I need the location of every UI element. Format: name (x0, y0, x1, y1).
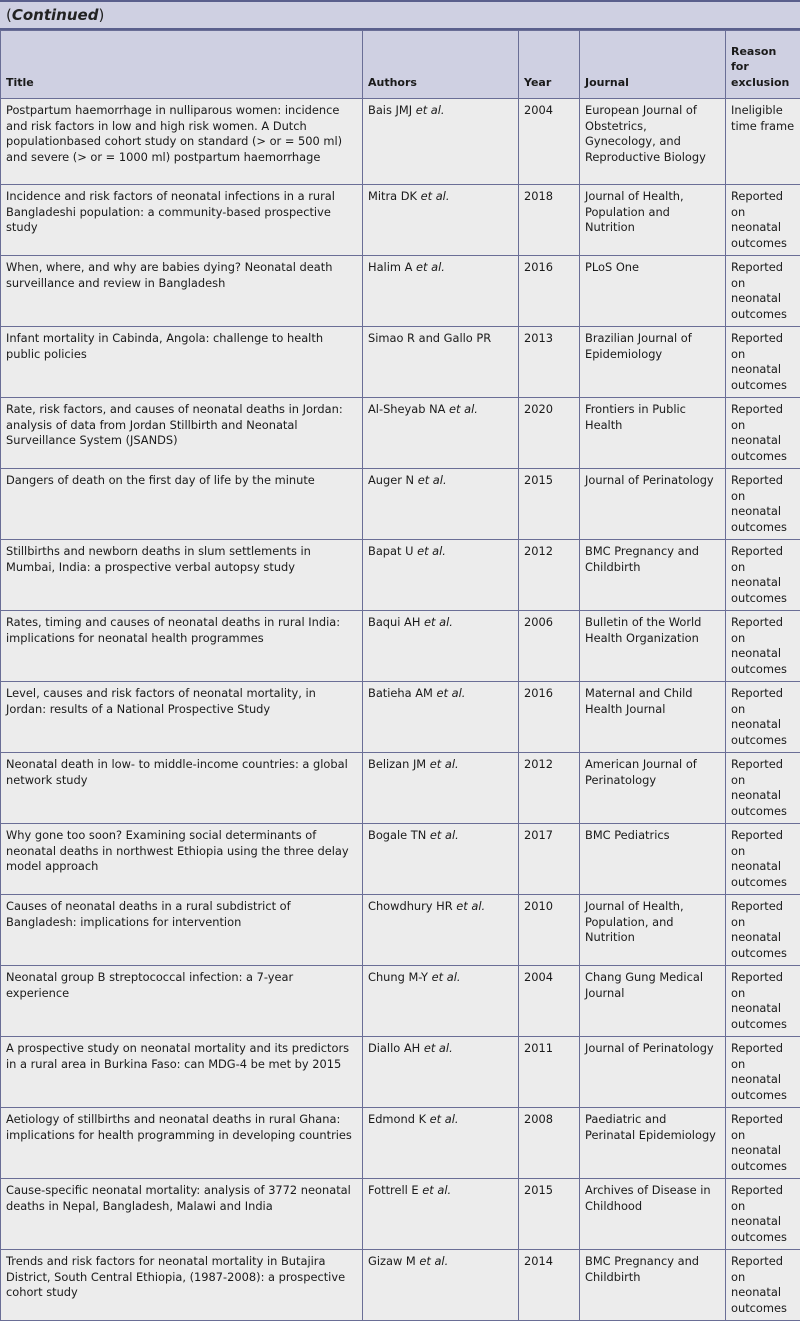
author-name: Bogale TN (368, 828, 426, 842)
cell-year: 2004 (519, 966, 580, 1037)
cell-year: 2016 (519, 682, 580, 753)
cell-title: Neonatal death in low- to middle-income countries: a global network study (1, 753, 363, 824)
cell-authors (363, 1250, 519, 1321)
cell-reason: Reported on neonatal outcomes (726, 540, 800, 611)
author-name: Al-Sheyab NA (368, 402, 445, 416)
et-al: et al. (424, 1041, 453, 1055)
cell-title: Trends and risk factors for neonatal mortality in Butajira District, South Central Ethiopia, (1987-2008): a prospective cohort study (1, 1250, 363, 1321)
author-name: Halim A (368, 260, 412, 274)
table-row (1, 824, 800, 895)
cell-journal: PLoS One (580, 256, 726, 327)
cell-year: 2004 (519, 99, 580, 185)
cell-journal: Archives of Disease in Childhood (580, 1179, 726, 1250)
cell-reason: Reported on neonatal outcomes (726, 256, 800, 327)
table-row (1, 895, 800, 966)
et-al: et al. (432, 970, 461, 984)
author-name: Baqui AH (368, 615, 420, 629)
table-row (1, 1179, 800, 1250)
cell-reason: Reported on neonatal outcomes (726, 1179, 800, 1250)
cell-title: Aetiology of stillbirths and neonatal deaths in rural Ghana: implications for health programming in developing countries (1, 1108, 363, 1179)
cell-year: 2010 (519, 895, 580, 966)
author-name: Auger N (368, 473, 414, 487)
cell-journal: Journal of Health, Population, and Nutrition (580, 895, 726, 966)
excluded-studies-table (0, 30, 800, 1321)
cell-journal: Paediatric and Perinatal Epidemiology (580, 1108, 726, 1179)
cell-year: 2014 (519, 1250, 580, 1321)
table-row (1, 1108, 800, 1179)
cell-title: Infant mortality in Cabinda, Angola: challenge to health public policies (1, 327, 363, 398)
author-name: Bais JMJ (368, 103, 412, 117)
cell-title: Level, causes and risk factors of neonatal mortality, in Jordan: results of a National Prospective Study (1, 682, 363, 753)
cell-title: Dangers of death on the first day of life by the minute (1, 469, 363, 540)
cell-reason: Reported on neonatal outcomes (726, 1250, 800, 1321)
et-al: et al. (456, 899, 485, 913)
table-row (1, 398, 800, 469)
cell-journal: Journal of Perinatology (580, 1037, 726, 1108)
continued-banner: (Continued) (0, 0, 800, 30)
cell-authors (363, 1179, 519, 1250)
cell-year: 2008 (519, 1108, 580, 1179)
cell-year: 2017 (519, 824, 580, 895)
cell-reason: Reported on neonatal outcomes (726, 327, 800, 398)
author-name: Batieha AM (368, 686, 433, 700)
cell-reason: Reported on neonatal outcomes (726, 682, 800, 753)
table-header-row (1, 31, 800, 99)
et-al: et al. (419, 1254, 448, 1268)
table-body (1, 99, 800, 1321)
author-name: Belizan JM (368, 757, 426, 771)
cell-journal: American Journal of Perinatology (580, 753, 726, 824)
cell-authors (363, 256, 519, 327)
table-row (1, 540, 800, 611)
author-name: Simao R and Gallo PR (368, 331, 491, 345)
cell-year: 2015 (519, 1179, 580, 1250)
cell-reason: Reported on neonatal outcomes (726, 966, 800, 1037)
cell-reason: Reported on neonatal outcomes (726, 469, 800, 540)
header-year: Year (519, 31, 580, 99)
cell-title: A prospective study on neonatal mortality and its predictors in a rural area in Burkina Faso: can MDG-4 be met by 2015 (1, 1037, 363, 1108)
table-row (1, 1037, 800, 1108)
author-name: Diallo AH (368, 1041, 420, 1055)
cell-authors (363, 682, 519, 753)
cell-year: 2018 (519, 185, 580, 256)
header-journal: Journal (580, 31, 726, 99)
header-authors: Authors (363, 31, 519, 99)
cell-reason: Reported on neonatal outcomes (726, 753, 800, 824)
cell-journal: BMC Pregnancy and Childbirth (580, 1250, 726, 1321)
table-row (1, 185, 800, 256)
cell-journal: Bulletin of the World Health Organization (580, 611, 726, 682)
cell-reason: Reported on neonatal outcomes (726, 824, 800, 895)
cell-title: When, where, and why are babies dying? Neonatal death surveillance and review in Bangladesh (1, 256, 363, 327)
cell-title: Causes of neonatal deaths in a rural subdistrict of Bangladesh: implications for intervention (1, 895, 363, 966)
cell-title: Rates, timing and causes of neonatal deaths in rural India: implications for neonatal health programmes (1, 611, 363, 682)
table-row (1, 682, 800, 753)
header-title: Title (1, 31, 363, 99)
et-al: et al. (421, 189, 450, 203)
header-reason: Reason for exclusion (726, 31, 800, 99)
table-row (1, 966, 800, 1037)
author-name: Bapat U (368, 544, 413, 558)
cell-authors (363, 398, 519, 469)
et-al: et al. (430, 757, 459, 771)
author-name: Edmond K (368, 1112, 426, 1126)
author-name: Fottrell E (368, 1183, 419, 1197)
cell-authors (363, 611, 519, 682)
table-row (1, 256, 800, 327)
cell-year: 2006 (519, 611, 580, 682)
author-name: Chung M-Y (368, 970, 428, 984)
cell-journal: BMC Pediatrics (580, 824, 726, 895)
et-al: et al. (449, 402, 478, 416)
cell-title: Stillbirths and newborn deaths in slum settlements in Mumbai, India: a prospective verbal autopsy study (1, 540, 363, 611)
cell-journal: Chang Gung Medical Journal (580, 966, 726, 1037)
et-al: et al. (422, 1183, 451, 1197)
cell-authors (363, 753, 519, 824)
cell-year: 2016 (519, 256, 580, 327)
cell-journal: Journal of Perinatology (580, 469, 726, 540)
cell-reason: Ineligible time frame (726, 99, 800, 185)
table-row (1, 1250, 800, 1321)
cell-journal: Journal of Health, Population and Nutrition (580, 185, 726, 256)
cell-title: Rate, risk factors, and causes of neonatal deaths in Jordan: analysis of data from Jordan Stillbirth and Neonatal Surveillance System (JSANDS) (1, 398, 363, 469)
et-al: et al. (417, 544, 446, 558)
cell-title: Neonatal group B streptococcal infection: a 7-year experience (1, 966, 363, 1037)
cell-year: 2020 (519, 398, 580, 469)
author-name: Gizaw M (368, 1254, 416, 1268)
cell-year: 2015 (519, 469, 580, 540)
continued-label: Continued (12, 6, 99, 24)
cell-reason: Reported on neonatal outcomes (726, 1108, 800, 1179)
et-al: et al. (416, 260, 445, 274)
cell-journal: Maternal and Child Health Journal (580, 682, 726, 753)
cell-title: Postpartum haemorrhage in nulliparous women: incidence and risk factors in low and high risk women. A Dutch populationbased cohort study on standard (> or = 500 ml) and severe (> or = 1000 ml) postpartum haemorrhage (1, 99, 363, 185)
cell-year: 2013 (519, 327, 580, 398)
cell-reason: Reported on neonatal outcomes (726, 1037, 800, 1108)
et-al: et al. (430, 1112, 459, 1126)
cell-year: 2012 (519, 540, 580, 611)
cell-reason: Reported on neonatal outcomes (726, 895, 800, 966)
cell-authors (363, 966, 519, 1037)
et-al: et al. (424, 615, 453, 629)
cell-journal: Frontiers in Public Health (580, 398, 726, 469)
cell-authors (363, 185, 519, 256)
author-name: Chowdhury HR (368, 899, 453, 913)
cell-journal: BMC Pregnancy and Childbirth (580, 540, 726, 611)
cell-authors (363, 469, 519, 540)
cell-title: Incidence and risk factors of neonatal infections in a rural Bangladeshi population: a community-based prospective study (1, 185, 363, 256)
et-al: et al. (437, 686, 466, 700)
cell-authors (363, 1108, 519, 1179)
et-al: et al. (430, 828, 459, 842)
cell-reason: Reported on neonatal outcomes (726, 398, 800, 469)
cell-authors (363, 1037, 519, 1108)
cell-authors (363, 540, 519, 611)
cell-year: 2012 (519, 753, 580, 824)
table-row (1, 469, 800, 540)
table-row (1, 611, 800, 682)
cell-title: Cause-specific neonatal mortality: analysis of 3772 neonatal deaths in Nepal, Bangladesh, Malawi and India (1, 1179, 363, 1250)
cell-journal: Brazilian Journal of Epidemiology (580, 327, 726, 398)
et-al: et al. (416, 103, 445, 117)
et-al: et al. (418, 473, 447, 487)
table-row (1, 327, 800, 398)
cell-authors (363, 824, 519, 895)
cell-authors (363, 99, 519, 185)
cell-year: 2011 (519, 1037, 580, 1108)
table-row (1, 753, 800, 824)
author-name: Mitra DK (368, 189, 417, 203)
cell-authors (363, 895, 519, 966)
table-row (1, 99, 800, 185)
cell-title: Why gone too soon? Examining social determinants of neonatal deaths in northwest Ethiopia using the three delay model approach (1, 824, 363, 895)
cell-reason: Reported on neonatal outcomes (726, 185, 800, 256)
cell-journal: European Journal of Obstetrics, Gynecology, and Reproductive Biology (580, 99, 726, 185)
cell-reason: Reported on neonatal outcomes (726, 611, 800, 682)
cell-authors (363, 327, 519, 398)
